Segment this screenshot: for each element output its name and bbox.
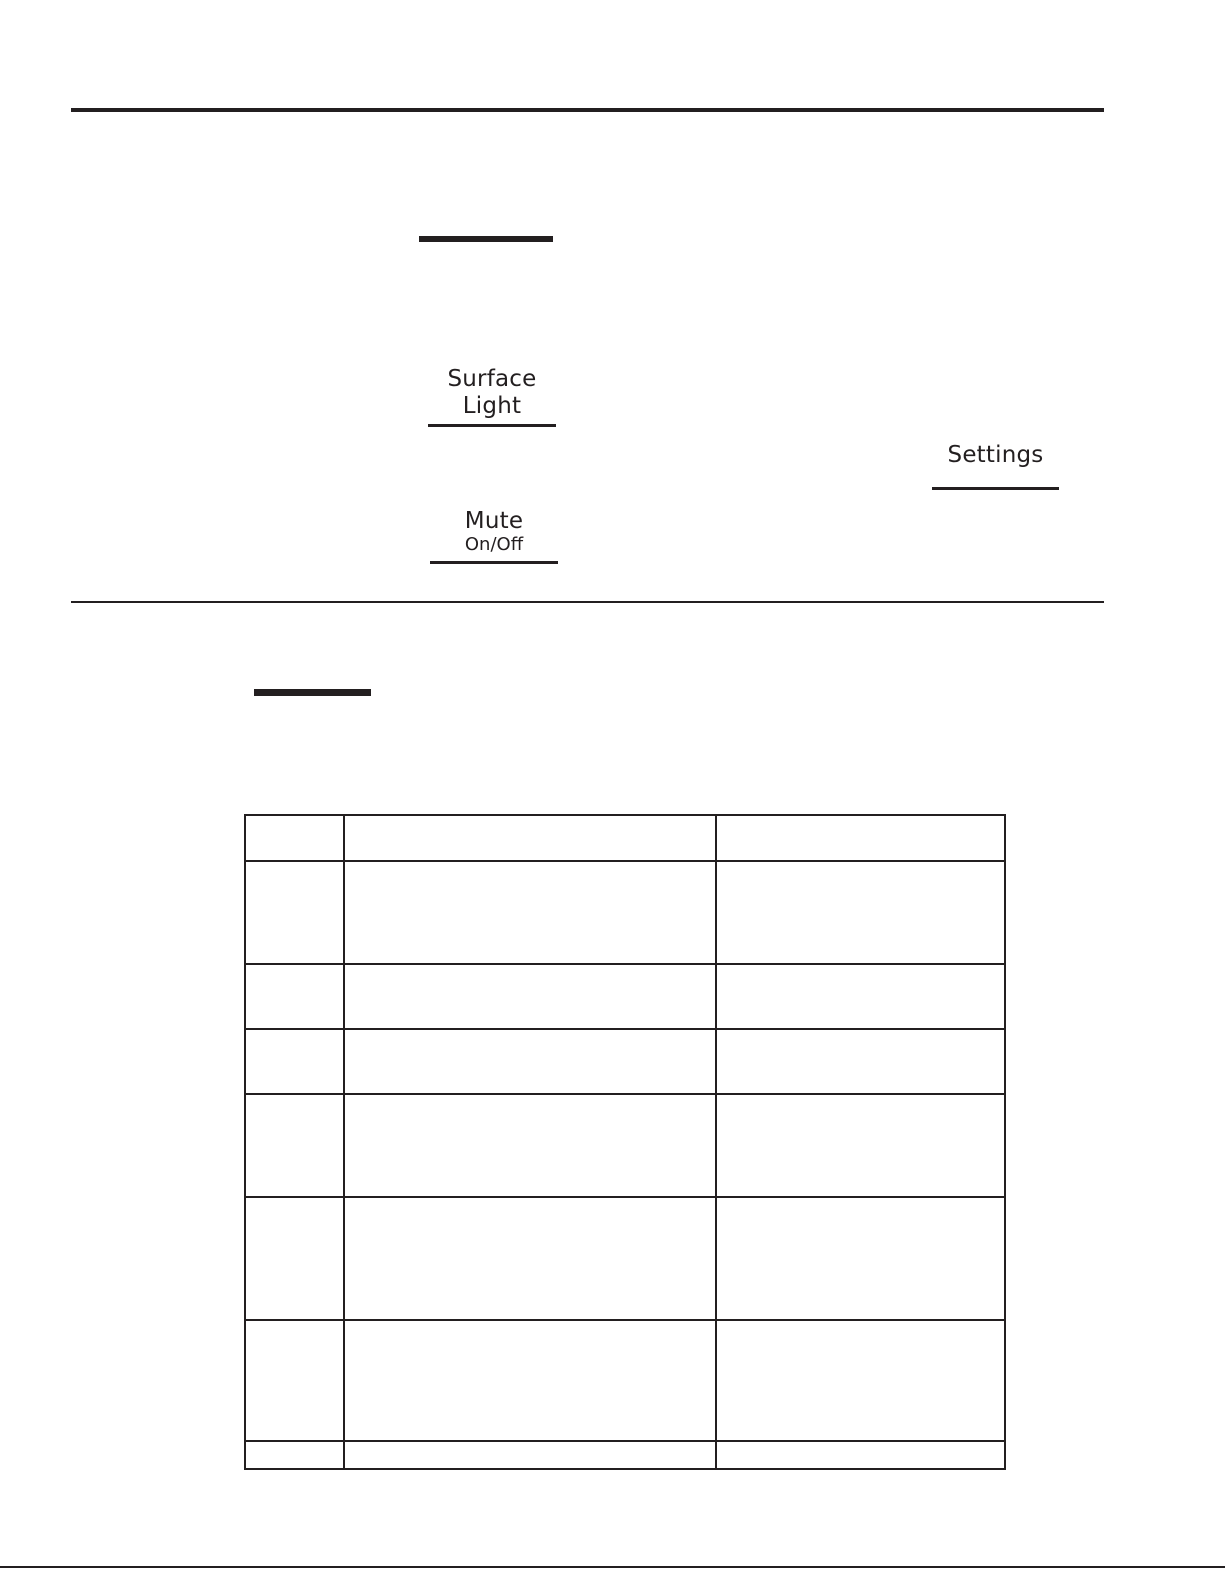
table-cell	[344, 1029, 716, 1094]
settings-table	[244, 814, 1006, 1470]
mute-key[interactable]	[430, 508, 558, 564]
header-cell	[344, 815, 716, 861]
table-header-row	[245, 815, 1005, 861]
table-cell	[245, 1197, 344, 1320]
table-cell	[344, 861, 716, 964]
surface-light-key[interactable]	[428, 366, 556, 427]
table-cell	[245, 1094, 344, 1197]
table-row	[245, 1094, 1005, 1197]
header-cell	[716, 815, 1005, 861]
table-row	[245, 1197, 1005, 1320]
table-cell	[716, 1094, 1005, 1197]
table-cell	[344, 1197, 716, 1320]
settings-key[interactable]	[932, 442, 1059, 490]
table-cell	[245, 1320, 344, 1441]
table-row	[245, 1441, 1005, 1469]
table-cell	[716, 964, 1005, 1029]
table-cell	[716, 1320, 1005, 1441]
middle-divider	[71, 601, 1104, 603]
mute-label: Mute	[464, 508, 524, 534]
table-cell	[245, 1029, 344, 1094]
table-row	[245, 1029, 1005, 1094]
surface-light-label-line1: Surface	[447, 366, 537, 392]
table-cell	[716, 1441, 1005, 1469]
table-row	[245, 861, 1005, 964]
table-cell	[716, 1029, 1005, 1094]
bottom-divider	[0, 1566, 1225, 1568]
settings-key-underline	[932, 487, 1059, 490]
surface-light-label-line2: Light	[462, 393, 522, 419]
table-row	[245, 1320, 1005, 1441]
table-cell	[344, 1441, 716, 1469]
table-cell	[344, 1094, 716, 1197]
table-cell	[245, 1441, 344, 1469]
table-cell	[344, 964, 716, 1029]
mute-sub-label: On/Off	[464, 534, 524, 555]
table-cell	[716, 861, 1005, 964]
surface-light-key-underline	[428, 424, 556, 427]
table-row	[245, 964, 1005, 1029]
mute-key-underline	[430, 561, 558, 564]
top-divider	[71, 108, 1104, 112]
table-cell	[245, 964, 344, 1029]
table-cell	[716, 1197, 1005, 1320]
settings-label: Settings	[947, 442, 1044, 468]
table-cell	[344, 1320, 716, 1441]
header-cell	[245, 815, 344, 861]
section-heading-bar	[419, 236, 553, 242]
section-heading-bar-2	[254, 689, 371, 696]
table-cell	[245, 861, 344, 964]
